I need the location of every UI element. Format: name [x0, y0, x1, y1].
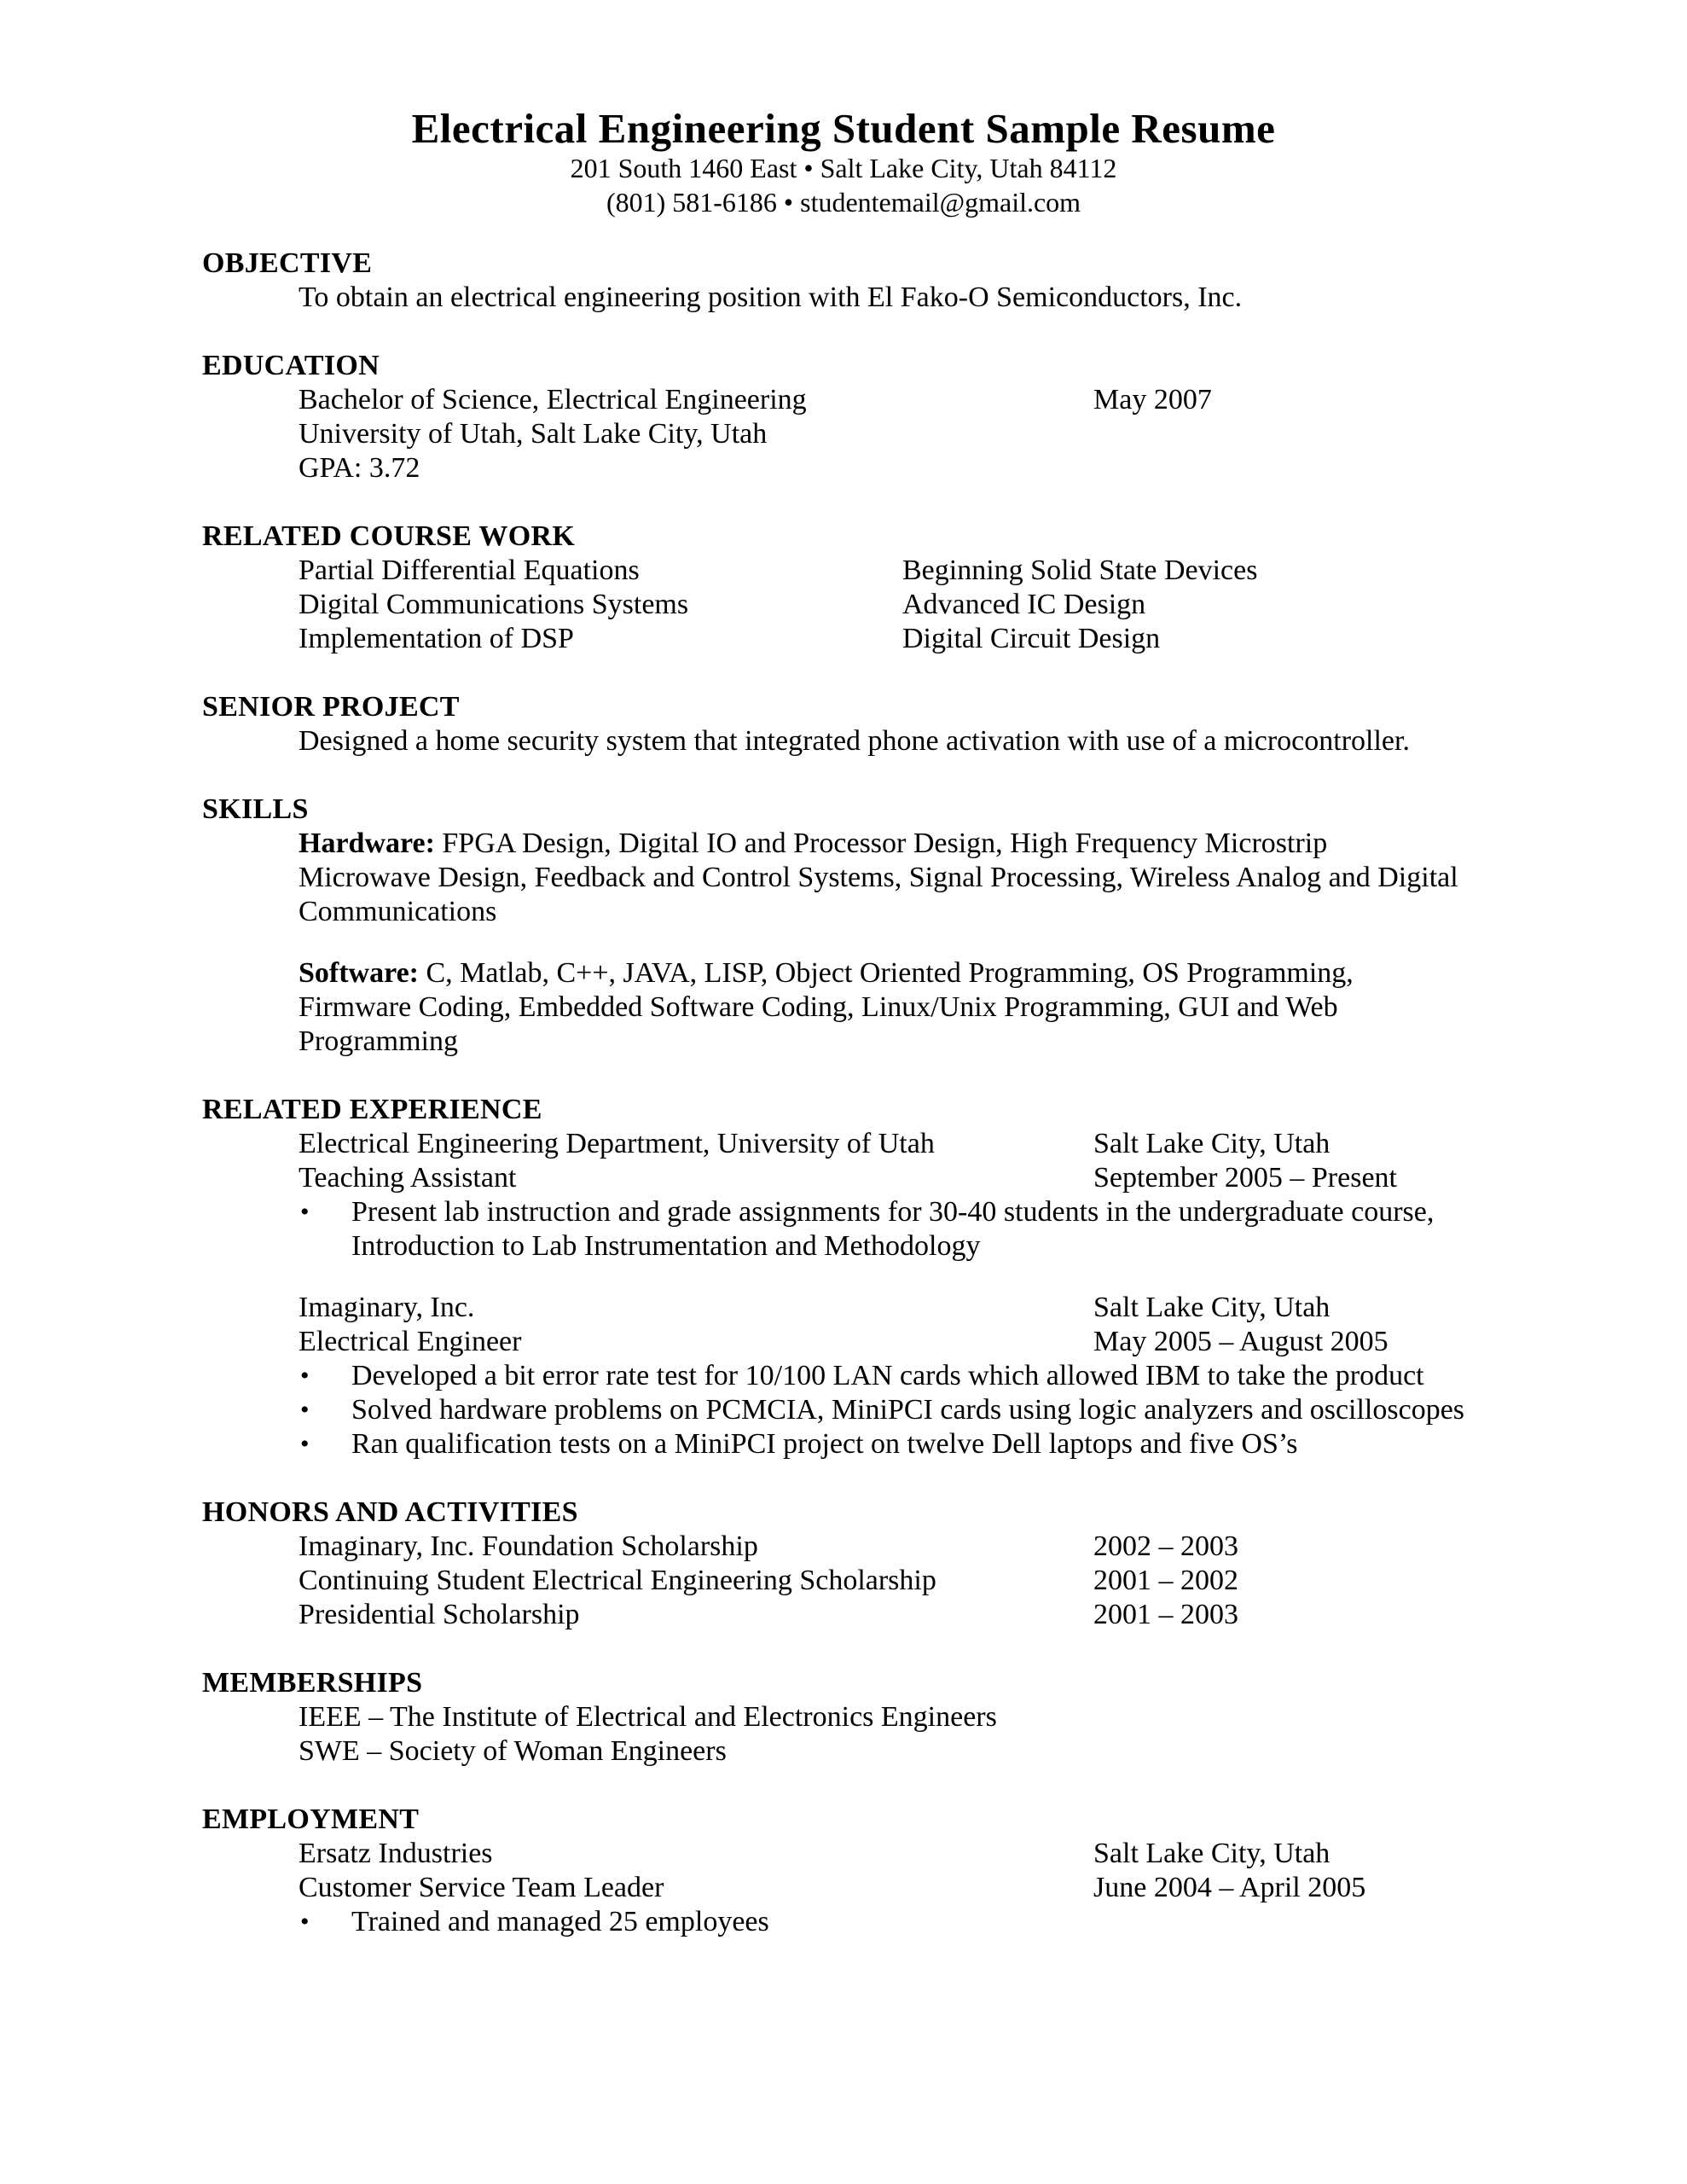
- section-senior-project: [0, 690, 1687, 758]
- section-education: [0, 349, 1687, 485]
- honors-heading: HONORS AND ACTIVITIES: [202, 1496, 578, 1528]
- bullet-item: [300, 1427, 1503, 1461]
- job-dates: June 2004 – April 2005: [1093, 1872, 1366, 1903]
- bullet-item: [300, 1393, 1503, 1427]
- bullet-marker-icon: •: [300, 1908, 310, 1936]
- honor-name: Continuing Student Electrical Engineering Scholarship: [299, 1565, 936, 1596]
- section-course-work: [0, 520, 1687, 656]
- course-row: [299, 554, 1687, 588]
- job-org-row: [299, 1127, 1687, 1161]
- resume-header: [0, 107, 1687, 219]
- bullet-item: [300, 1359, 1503, 1393]
- job-title: Electrical Engineer: [299, 1326, 522, 1357]
- course-right: Beginning Solid State Devices: [902, 555, 1258, 586]
- job-location: Salt Lake City, Utah: [1093, 1838, 1330, 1869]
- job-org-row: [299, 1291, 1687, 1325]
- honor-dates: 2002 – 2003: [1093, 1531, 1238, 1562]
- experience-job: [0, 1127, 1687, 1263]
- objective-text: To obtain an electrical engineering position with El Fako-O Semiconductors, Inc.: [299, 282, 1243, 313]
- honor-name: Imaginary, Inc. Foundation Scholarship: [299, 1531, 758, 1562]
- bullet-item: [300, 1905, 1503, 1939]
- honor-dates: 2001 – 2003: [1093, 1599, 1238, 1630]
- course-work-heading: RELATED COURSE WORK: [202, 520, 576, 552]
- bullet-text: Developed a bit error rate test for 10/100 LAN cards which allowed IBM to take the product: [351, 1360, 1424, 1391]
- education-school: University of Utah, Salt Lake City, Utah: [299, 418, 768, 450]
- honor-row: [299, 1598, 1687, 1632]
- job-org-row: [299, 1837, 1687, 1871]
- job-dates: May 2005 – August 2005: [1093, 1326, 1388, 1357]
- job-location: Salt Lake City, Utah: [1093, 1128, 1330, 1159]
- job-dates: September 2005 – Present: [1093, 1162, 1397, 1194]
- bullet-text: Trained and managed 25 employees: [351, 1906, 769, 1937]
- job-title: Customer Service Team Leader: [299, 1872, 664, 1903]
- bullet-marker-icon: •: [300, 1396, 310, 1424]
- senior-project-text: Designed a home security system that integrated phone activation with use of a microcontroller.: [299, 725, 1410, 757]
- section-employment: [0, 1803, 1687, 1939]
- honor-dates: 2001 – 2002: [1093, 1565, 1238, 1596]
- address-line: 201 South 1460 East • Salt Lake City, Utah 84112: [570, 153, 1117, 183]
- section-honors: [0, 1496, 1687, 1632]
- objective-heading: OBJECTIVE: [202, 247, 373, 279]
- job-title-row: [299, 1161, 1687, 1195]
- course-left: Partial Differential Equations: [299, 555, 640, 586]
- contact-line: (801) 581-6186 • studentemail@gmail.com: [606, 187, 1081, 218]
- experience-heading: RELATED EXPERIENCE: [202, 1094, 542, 1125]
- course-row: [299, 622, 1687, 656]
- honor-row: [299, 1564, 1687, 1598]
- job-title-row: [299, 1871, 1687, 1905]
- bullet-text: Present lab instruction and grade assignments for 30-40 students in the undergraduate course, Introduction to Lab Instrumentation and Methodology: [351, 1196, 1435, 1262]
- education-heading: EDUCATION: [202, 350, 380, 381]
- membership-item: IEEE – The Institute of Electrical and Electronics Engineers: [299, 1701, 997, 1733]
- membership-item: SWE – Society of Woman Engineers: [299, 1735, 727, 1767]
- bullet-marker-icon: •: [300, 1362, 310, 1390]
- course-left: Digital Communications Systems: [299, 589, 689, 620]
- bullet-marker-icon: •: [300, 1430, 310, 1458]
- bullet-text: Ran qualification tests on a MiniPCI project on twelve Dell laptops and five OS’s: [351, 1428, 1298, 1460]
- software-text: C, Matlab, C++, JAVA, LISP, Object Oriented Programming, OS Programming, Firmware Coding, Embedded Software Coding, Linux/Unix Programming, GUI and Web Programming: [299, 957, 1354, 1057]
- memberships-heading: MEMBERSHIPS: [202, 1667, 423, 1699]
- job-location: Salt Lake City, Utah: [1093, 1292, 1330, 1323]
- course-right: Digital Circuit Design: [902, 623, 1161, 654]
- course-left: Implementation of DSP: [299, 623, 574, 654]
- job-title-row: [299, 1325, 1687, 1359]
- section-objective: [0, 247, 1687, 315]
- senior-project-heading: SENIOR PROJECT: [202, 691, 460, 723]
- honor-name: Presidential Scholarship: [299, 1599, 580, 1630]
- skills-hardware-paragraph: [299, 827, 1458, 929]
- job-organization: Imaginary, Inc.: [299, 1292, 475, 1323]
- bullet-marker-icon: •: [300, 1198, 310, 1226]
- skills-heading: SKILLS: [202, 793, 309, 825]
- software-label: Software:: [299, 957, 419, 989]
- job-title: Teaching Assistant: [299, 1162, 517, 1194]
- section-skills: [0, 793, 1687, 1059]
- course-right: Advanced IC Design: [902, 589, 1146, 620]
- hardware-label: Hardware:: [299, 828, 435, 859]
- employment-job: [0, 1837, 1687, 1939]
- employment-heading: EMPLOYMENT: [202, 1804, 420, 1835]
- bullet-text: Solved hardware problems on PCMCIA, MiniPCI cards using logic analyzers and oscilloscopes: [351, 1394, 1465, 1426]
- education-date: May 2007: [1093, 384, 1212, 415]
- job-organization: Ersatz Industries: [299, 1838, 493, 1869]
- hardware-text: FPGA Design, Digital IO and Processor Design, High Frequency Microstrip Microwave Design, Feedback and Control Systems, Signal Processing, Wireless Analog and Digital Communications: [299, 828, 1458, 927]
- course-row: [299, 588, 1687, 622]
- skills-software-paragraph: [299, 956, 1458, 1059]
- section-experience: [0, 1093, 1687, 1461]
- education-degree: Bachelor of Science, Electrical Engineering: [299, 384, 807, 415]
- job-organization: Electrical Engineering Department, University of Utah: [299, 1128, 935, 1159]
- section-memberships: [0, 1666, 1687, 1769]
- bullet-item: [300, 1195, 1503, 1263]
- education-degree-row: [299, 383, 1687, 417]
- resume-title: Electrical Engineering Student Sample Resume: [411, 105, 1276, 152]
- experience-job: [0, 1291, 1687, 1461]
- honor-row: [299, 1530, 1687, 1564]
- education-gpa: GPA: 3.72: [299, 452, 420, 484]
